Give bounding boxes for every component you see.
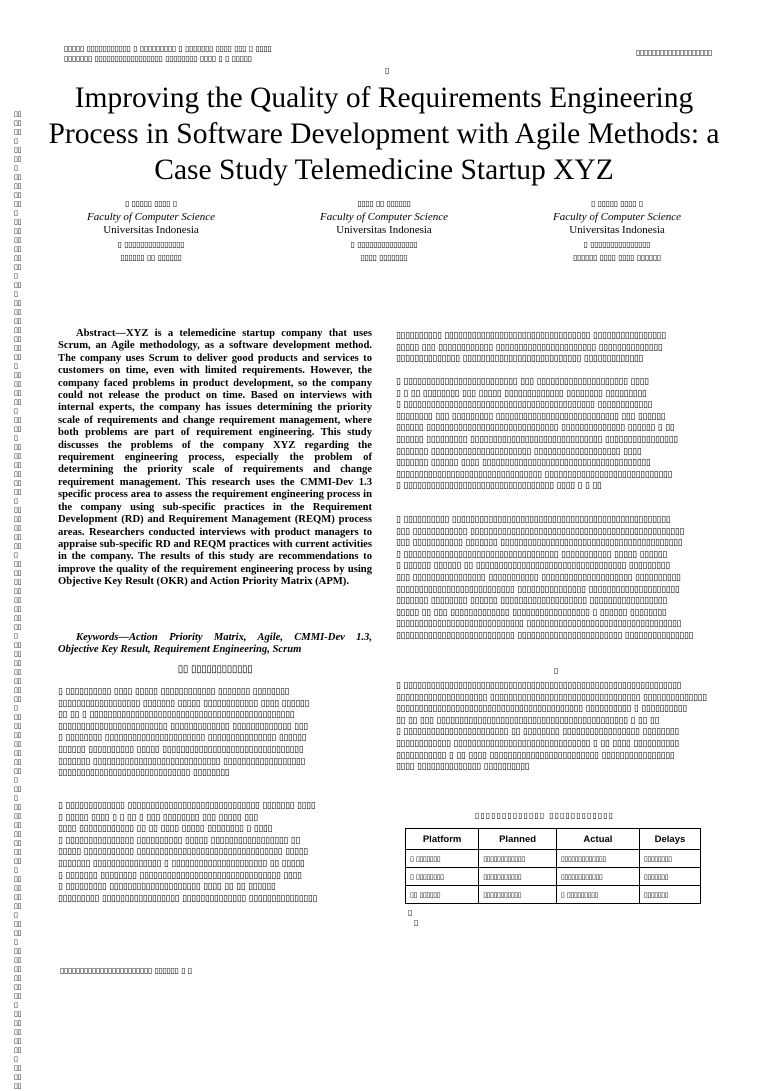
table-cell: ▯▯▯▯▯▯▯▯▯▯▯▯ — [556, 868, 639, 886]
author-name: ▯▯▯▯ ▯▯ ▯▯▯▯▯▯ — [357, 199, 411, 208]
text-line: ▯ ▯▯▯▯▯▯▯▯▯▯ ▯▯▯▯ ▯▯▯▯▯ ▯▯▯▯▯▯▯▯▯▯▯▯ ▯▯▯▯▯▯▯ ▯▯▯▯▯▯▯▯ — [58, 686, 290, 696]
table-cell: ▯▯▯▯▯▯▯▯▯▯▯▯ — [479, 850, 557, 868]
text-line: ▯▯▯▯▯▯▯▯▯▯▯▯▯▯▯▯▯▯▯▯▯▯▯▯ ▯▯▯▯▯▯▯▯▯▯▯▯▯ ▯▯▯▯▯▯▯▯▯▯▯▯▯ ▯▯▯ — [58, 720, 308, 731]
text-line: ▯▯▯▯ ▯▯▯▯▯▯▯▯▯▯▯▯▯▯ ▯▯▯▯▯▯▯▯▯▯ — [396, 761, 530, 772]
table-cell: ▯▯ ▯▯▯▯▯▯ — [406, 886, 479, 904]
body-paragraph — [396, 376, 718, 492]
author-faculty: Faculty of Computer Science — [320, 210, 448, 223]
text-line: ▯▯▯▯▯ ▯▯ ▯▯▯ ▯▯▯▯▯▯▯▯▯▯▯▯▯ ▯▯▯▯▯▯▯▯▯▯▯▯▯▯▯▯▯ ▯ ▯▯▯▯▯▯ ▯▯▯▯▯▯▯▯ — [396, 606, 667, 617]
table-cell: ▯▯▯▯▯▯▯ — [639, 868, 700, 886]
paragraph-mark: ▯ — [554, 666, 559, 675]
keywords — [58, 632, 372, 657]
text-line: ▯ ▯▯▯▯▯▯▯▯▯▯▯▯▯ ▯▯▯▯▯▯▯▯▯▯▯▯▯▯▯▯▯▯▯▯▯▯▯▯▯▯▯▯▯ ▯▯▯▯▯▯▯ ▯▯▯▯ — [58, 800, 316, 810]
text-line: ▯▯▯▯▯▯▯▯▯ ▯▯▯▯▯▯▯▯▯▯▯▯▯▯▯▯▯ ▯▯▯▯▯▯▯▯▯▯▯▯▯▯ ▯▯▯▯▯▯▯▯▯▯▯▯▯▯▯ — [58, 892, 317, 903]
text-line: ▯▯▯ ▯▯▯▯▯▯▯▯▯▯▯ ▯▯▯▯▯▯▯ ▯▯▯▯▯▯▯▯▯▯▯▯▯▯▯▯▯▯▯▯▯▯▯▯▯▯▯▯▯▯▯▯▯▯▯▯▯▯▯▯ — [396, 537, 683, 548]
delay-table — [405, 828, 701, 904]
table-header: Planned — [479, 829, 557, 850]
author-block — [46, 197, 256, 265]
side-margin-strip: ▯▯▯▯ ▯▯▯ ▯▯▯▯▯ ▯▯ ▯▯▯▯ ▯▯▯ ▯▯▯▯▯▯ ▯▯ ▯▯▯▯▯ ▯▯▯ ▯▯▯▯ ▯▯ ▯▯▯▯▯▯ ▯▯▯ ▯▯▯▯ ▯▯▯▯▯ ▯▯ ▯▯▯ ▯▯▯▯▯▯ ▯▯▯▯ ▯▯▯ ▯▯▯▯ ▯▯▯▯ ▯▯▯ ▯▯▯▯▯▯ ▯▯ ▯▯▯▯ ▯▯▯▯▯ ▯▯▯▯ ▯▯ ▯▯▯▯▯▯ ▯▯▯ ▯▯▯▯ ▯▯ ▯▯▯▯ ▯▯▯▯▯ ▯▯▯ ▯▯▯▯ ▯▯ ▯▯▯▯▯▯ ▯▯▯ ▯▯▯▯ ▯▯▯▯▯ ▯▯ ▯▯▯ ▯▯▯▯▯▯ ▯▯▯▯ ▯▯▯ ▯▯▯▯ ▯▯▯▯ ▯▯▯ ▯▯▯▯▯▯ — [14, 110, 21, 1090]
author-address: ▯ ▯▯▯▯▯▯▯▯▯▯▯▯▯▯▯ — [583, 239, 651, 249]
text-line: ▯ ▯▯▯▯▯▯▯▯▯▯▯▯▯▯▯▯▯▯▯▯▯▯▯▯▯▯▯▯▯▯▯▯▯ ▯▯▯▯ ▯ ▯ ▯▯ — [396, 480, 602, 491]
running-header-line: ▯▯▯▯▯▯▯ ▯▯▯▯▯▯▯▯▯▯▯▯▯▯▯▯▯ ▯▯▯▯▯▯▯▯ ▯▯▯▯ ▯ ▯ ▯▯▯▯▯ — [64, 54, 252, 63]
text-line: ▯▯▯▯▯▯▯▯▯▯▯▯▯▯▯▯▯▯▯▯▯▯▯▯▯▯▯▯▯▯▯▯▯▯▯▯▯▯▯▯▯ ▯▯▯▯▯▯▯▯▯▯ ▯ ▯▯▯▯▯▯▯▯▯▯ — [396, 703, 687, 714]
table-row — [406, 886, 701, 904]
text-line: ▯ ▯▯▯▯▯▯▯▯▯▯▯▯▯▯▯ ▯▯▯▯▯▯▯▯▯▯ ▯▯▯▯▯ ▯▯▯▯▯▯▯▯▯▯▯▯▯▯▯▯▯ ▯▯ — [58, 834, 300, 845]
table-row — [406, 868, 701, 886]
paper-title: Improving the Quality of Requirements Engineering Process in Software Development with Agile Methods: a Case Study Telemedicine Startup XYZ — [48, 82, 720, 186]
table-cell: ▯ ▯▯▯▯▯▯▯▯▯ — [556, 886, 639, 904]
abstract — [58, 328, 372, 589]
table-cell: ▯ ▯▯▯▯▯▯▯ — [406, 850, 479, 868]
page-footer: ▯▯▯▯▯▯▯▯▯▯▯▯▯▯▯▯▯▯▯▯▯▯▯ ▯▯▯▯▯▯ ▯ ▯ — [60, 966, 192, 975]
text-line: ▯▯▯▯▯▯▯▯▯▯▯▯▯▯ ▯▯▯▯▯▯▯▯▯▯▯▯▯▯▯▯▯▯▯▯▯▯▯▯▯▯ ▯▯▯▯▯▯▯▯▯▯▯▯▯ — [396, 353, 643, 364]
text-line: ▯▯▯▯▯▯▯▯▯▯▯▯▯▯▯▯▯▯▯▯▯▯▯▯▯▯ ▯▯▯▯▯▯▯▯▯▯▯▯▯▯▯ ▯▯▯▯▯▯▯▯▯▯▯▯▯▯▯▯▯▯▯▯ — [396, 583, 680, 594]
text-line: ▯ ▯ ▯▯ ▯▯▯▯▯▯▯▯ ▯▯▯ ▯▯▯▯▯ ▯▯▯▯▯▯▯▯▯▯▯▯▯ ▯▯▯▯▯▯▯▯ ▯▯▯▯▯▯▯▯▯ — [396, 387, 647, 398]
table-cell: ▯▯▯▯▯▯▯▯▯▯▯ — [479, 886, 557, 904]
body-paragraph — [58, 800, 380, 904]
text-line: ▯▯▯▯▯▯▯▯▯▯▯▯▯▯▯▯▯▯▯▯▯▯▯▯▯▯▯▯▯▯▯▯ ▯▯▯▯▯▯▯▯▯▯▯▯▯▯▯▯▯▯▯▯▯▯▯▯▯▯▯▯ — [396, 468, 673, 479]
author-university: Universitas Indonesia — [336, 224, 432, 236]
text-line: ▯▯▯▯▯▯▯▯▯▯▯ ▯ ▯▯ ▯▯▯▯ ▯▯▯▯▯▯▯▯▯▯▯▯▯▯▯▯▯▯▯▯▯▯▯▯ ▯▯▯▯▯▯▯▯▯▯▯▯▯▯▯▯ — [396, 749, 675, 760]
author-name: ▯ ▯▯▯▯▯ ▯▯▯▯ ▯ — [125, 199, 177, 208]
author-address: ▯ ▯▯▯▯▯▯▯▯▯▯▯▯▯▯▯ — [117, 239, 185, 249]
body-paragraph — [58, 686, 380, 779]
text-line: ▯▯▯▯▯▯▯▯▯▯▯▯▯▯▯▯▯▯ ▯▯▯▯▯▯▯ ▯▯▯▯▯ ▯▯▯▯▯▯▯▯▯▯▯▯ ▯▯▯▯ ▯▯▯▯▯▯ — [58, 697, 309, 708]
text-line: ▯▯▯▯▯▯▯▯▯▯▯▯▯▯▯▯▯▯▯▯▯▯▯▯▯▯ ▯▯▯▯▯▯▯▯▯▯▯▯▯▯▯▯▯▯▯▯▯▯▯ ▯▯▯▯▯▯▯▯▯▯▯▯▯▯▯ — [396, 629, 694, 640]
text-line: ▯▯▯▯▯▯▯ ▯▯▯▯▯▯▯▯ ▯▯▯▯▯▯ ▯▯▯▯▯▯▯▯▯▯▯▯▯▯▯▯▯▯▯ ▯▯▯▯▯▯▯▯▯▯▯▯▯▯▯▯▯ — [396, 595, 667, 606]
table-cell: ▯▯▯▯▯▯▯▯▯▯▯▯▯ — [556, 850, 639, 868]
author-faculty: Faculty of Computer Science — [553, 210, 681, 223]
table-cell: ▯▯▯▯▯▯▯▯ — [639, 850, 700, 868]
body-paragraph — [396, 680, 718, 773]
text-line: ▯ ▯▯▯▯▯▯▯▯▯▯▯▯▯▯▯▯▯▯▯▯▯▯▯ ▯▯ ▯▯▯▯▯▯▯▯ ▯▯▯▯▯▯▯▯▯▯▯▯▯▯▯▯▯ ▯▯▯▯▯▯▯▯ — [396, 726, 679, 737]
text-line: ▯▯▯▯▯▯▯▯▯▯▯▯ ▯▯▯▯▯▯▯▯▯▯▯▯▯▯▯▯▯▯▯▯▯▯▯▯▯▯▯▯▯▯ ▯ ▯▯ ▯▯▯▯ ▯▯▯▯▯▯▯▯▯▯ — [396, 737, 679, 748]
table-row — [406, 850, 701, 868]
section-heading: ▯▯ ▯▯▯▯▯▯▯▯▯▯▯▯ — [177, 664, 253, 675]
running-header-right: ▯▯▯▯▯▯▯▯▯▯▯▯▯▯▯▯▯▯▯ — [635, 48, 712, 57]
table-header-row — [406, 829, 701, 850]
author-faculty: Faculty of Computer Science — [87, 210, 215, 223]
text-line: ▯ ▯▯▯▯▯▯▯▯▯▯ ▯▯▯▯▯▯▯▯▯▯▯▯▯▯▯▯▯▯▯▯▯▯▯▯▯▯▯▯▯▯▯▯▯▯▯▯▯▯▯▯▯▯▯▯▯▯▯▯ — [396, 514, 671, 524]
text-line: ▯ ▯▯▯▯▯ ▯▯▯▯ ▯ ▯ ▯▯ ▯ ▯▯▯ ▯▯▯▯▯▯▯▯ ▯▯▯ ▯▯▯▯▯ ▯▯▯ — [58, 811, 258, 822]
table-cell: ▯ ▯▯▯▯▯▯▯▯ — [406, 868, 479, 886]
text-line: ▯▯▯▯▯▯ ▯▯▯▯▯▯▯▯▯▯ ▯▯▯▯▯ ▯▯▯▯▯▯▯▯▯▯▯▯▯▯▯▯▯▯▯▯▯▯▯▯▯▯▯▯▯▯▯ — [58, 743, 304, 754]
table-header: Actual — [556, 829, 639, 850]
text-line: ▯ ▯▯▯▯▯▯▯▯▯▯▯▯▯▯▯▯▯▯▯▯▯▯▯▯▯▯▯▯▯▯▯▯▯▯ ▯▯▯▯▯▯▯▯▯▯▯ ▯▯▯▯▯ ▯▯▯▯▯▯ — [396, 548, 667, 559]
text-line: ▯▯▯▯▯▯▯▯▯▯▯▯▯▯▯▯▯▯▯▯▯▯▯▯▯▯▯▯ ▯▯▯▯▯▯▯▯▯▯▯▯▯▯▯▯▯▯▯▯▯▯▯▯▯▯▯▯▯▯▯▯▯▯ — [396, 618, 682, 629]
keywords-lead: Keywords— — [76, 632, 129, 643]
text-line: ▯▯▯▯▯▯▯ ▯▯▯▯▯▯▯▯▯▯▯▯▯▯▯ ▯ ▯▯▯▯▯▯▯▯▯▯▯▯▯▯▯▯▯▯▯▯▯ ▯▯ ▯▯▯▯▯ — [58, 857, 305, 868]
running-header-mark: ▯ — [385, 66, 390, 75]
author-university: Universitas Indonesia — [103, 224, 199, 236]
text-line: ▯▯▯▯▯▯▯▯▯▯▯▯▯▯▯▯▯▯▯▯ ▯▯▯▯▯▯▯▯▯▯▯▯▯▯▯▯▯▯▯▯▯▯▯▯▯▯▯▯▯▯▯▯▯ ▯▯▯▯▯▯▯▯▯▯▯▯▯▯ — [396, 691, 707, 702]
keywords-text: Action Priority Matrix, Agile, CMMI-Dev 1.3, Objective Key Result, Requirement Engineering, Scrum — [58, 632, 372, 656]
text-line: ▯▯▯▯▯▯▯▯▯▯▯▯▯▯▯▯▯▯▯▯▯▯▯▯▯▯▯▯▯ ▯▯▯▯▯▯▯▯ — [58, 767, 230, 778]
text-line: ▯▯▯▯▯▯▯ ▯▯▯▯▯▯ ▯▯▯▯ ▯▯▯▯▯▯▯▯▯▯▯▯▯▯▯▯▯▯▯▯▯▯▯▯▯▯▯▯▯▯▯▯▯▯▯▯▯ — [396, 457, 651, 468]
text-line: ▯▯ ▯▯ ▯▯▯ ▯▯▯▯▯▯▯▯▯▯▯▯▯▯▯▯▯▯▯▯▯▯▯▯▯▯▯▯▯▯▯▯▯▯▯▯▯▯▯▯▯▯ ▯ ▯▯ ▯▯ — [396, 714, 659, 725]
text-line: ▯▯▯▯▯ ▯▯▯▯▯▯▯▯▯▯▯ ▯▯▯▯▯▯▯▯▯▯▯▯▯▯▯▯▯▯▯▯▯▯▯▯▯▯▯▯▯▯▯▯ ▯▯▯▯▯ — [58, 846, 308, 857]
text-line: ▯▯▯ ▯▯▯▯▯▯▯▯▯▯▯▯ ▯▯▯▯▯▯▯▯▯▯▯▯▯▯▯▯▯▯▯▯▯▯▯▯▯▯▯▯▯▯▯▯▯▯▯▯▯▯▯▯▯▯▯▯▯▯▯ — [396, 525, 684, 536]
abstract-lead: Abstract— — [76, 328, 127, 339]
text-line: ▯▯▯▯▯▯▯▯ ▯▯▯ ▯▯▯▯▯▯▯▯▯ ▯▯▯▯▯▯▯▯▯▯▯▯▯▯▯▯▯▯▯▯▯▯▯▯▯▯▯ ▯▯▯ ▯▯▯▯▯▯ — [396, 410, 666, 421]
text-line: ▯ ▯▯▯▯▯▯▯▯▯▯▯▯▯▯▯▯▯▯▯▯▯▯▯▯▯▯▯▯▯▯▯▯▯▯▯▯▯▯▯▯▯▯ ▯▯▯▯▯▯▯▯▯▯▯▯ — [396, 399, 653, 410]
text-line: ▯▯▯▯ ▯▯▯▯▯▯▯▯▯▯▯▯ ▯▯ ▯▯ ▯▯▯▯ ▯▯▯▯▯ ▯▯▯▯▯▯▯▯ ▯ ▯▯▯▯ — [58, 823, 273, 834]
text-line: ▯ ▯▯▯▯▯▯▯▯▯▯▯▯▯▯▯▯▯▯▯▯▯▯▯▯▯ ▯▯▯ ▯▯▯▯▯▯▯▯▯▯▯▯▯▯▯▯▯▯▯▯ ▯▯▯▯ — [396, 376, 649, 386]
table-header: Platform — [406, 829, 479, 850]
text-line: ▯▯▯▯▯▯▯ ▯▯▯▯▯▯▯▯▯▯▯▯▯▯▯▯▯▯▯▯▯▯ ▯▯▯▯▯▯▯▯▯▯▯▯▯▯▯▯▯▯▯ ▯▯▯▯ — [396, 445, 642, 456]
author-name: ▯ ▯▯▯▯▯ ▯▯▯▯ ▯ — [591, 199, 643, 208]
table-caption: ▯▯▯▯▯▯▯▯▯▯▯▯▯ ▯▯▯▯▯▯▯▯▯▯▯▯ — [475, 811, 615, 820]
author-email: ▯▯▯▯▯▯ ▯▯▯▯ ▯▯▯▯ ▯▯▯▯▯▯ — [573, 253, 661, 262]
text-line: ▯▯▯ ▯▯▯▯▯▯▯▯▯▯▯▯▯▯▯▯ ▯▯▯▯▯▯▯▯▯▯▯ ▯▯▯▯▯▯▯▯▯▯▯▯▯▯▯▯▯▯▯▯ ▯▯▯▯▯▯▯▯▯▯ — [396, 571, 681, 582]
body-paragraph — [396, 330, 718, 365]
running-header-left — [64, 44, 316, 64]
text-line: ▯▯▯▯▯ ▯▯▯ ▯▯▯▯▯▯▯▯▯▯▯▯ ▯▯▯▯▯▯▯▯▯▯▯▯▯▯▯▯▯▯▯▯▯▯ ▯▯▯▯▯▯▯▯▯▯▯▯▯▯ — [396, 341, 663, 352]
table-header: Delays — [639, 829, 700, 850]
paragraph-mark: ▯ — [408, 908, 413, 917]
table-cell: ▯▯▯▯▯▯▯▯▯▯▯ — [479, 868, 557, 886]
text-line: ▯▯▯▯▯▯ ▯▯▯▯▯▯▯▯▯▯▯▯▯▯▯▯▯▯▯▯▯▯▯▯▯▯▯▯▯ ▯▯▯▯▯▯▯▯▯▯▯▯▯▯ ▯▯▯▯▯▯ ▯ ▯▯ — [396, 422, 675, 433]
paragraph-mark: ▯ — [414, 918, 419, 927]
text-line: ▯▯ ▯▯ ▯ ▯▯▯▯▯▯▯▯▯▯▯▯▯▯▯▯▯▯▯▯▯▯▯▯▯▯▯▯▯▯▯▯▯▯▯▯▯▯▯▯▯▯▯▯▯ — [58, 709, 295, 720]
author-email: ▯▯▯▯▯▯ ▯▯ ▯▯▯▯▯▯ — [120, 253, 182, 262]
text-line: ▯▯▯▯▯▯ ▯▯▯▯▯▯▯▯▯ ▯▯▯▯▯▯▯▯▯▯▯▯▯▯▯▯▯▯▯▯▯▯▯▯▯▯▯▯▯ ▯▯▯▯▯▯▯▯▯▯▯▯▯▯▯▯ — [396, 433, 678, 444]
author-block — [279, 197, 489, 265]
abstract-text: XYZ is a telemedicine startup company that uses Scrum, an Agile methodology, as a software development method. The company uses Scrum to deliver good products and services to customers on time, even with limited requirements. However, the company faced problems in product development, so the company could not release the product on time. Based on interviews with internal experts, the company has issues determining the priority scale of requirements and change requirement management, where both problems are part of requirement engineering. This study discusses the problems of the company XYZ regarding the requirement engineering process, especially the problem of determining the priority scale of requirements and change requirement management. This research uses the CMMI-Dev 1.3 specific process area to assess the requirement engineering process in the company using sub-specific practices in the Requirement Development (RD) and Requirement Management (REQM) process areas. Researchers conducted interviews with product managers to appraise sub-specific RD and REQM practices with current activities in the company. The results of this study are recommendations to improve the quality of the requirement engineering process by using Objective Key Result (OKR) and Action Priority Matrix (APM). — [58, 328, 372, 588]
text-line: ▯▯▯▯▯▯▯▯▯▯ ▯▯▯▯▯▯▯▯▯▯▯▯▯▯▯▯▯▯▯▯▯▯▯▯▯▯▯▯▯▯▯▯ ▯▯▯▯▯▯▯▯▯▯▯▯▯▯▯▯ — [396, 330, 666, 340]
text-line: ▯ ▯▯▯▯▯▯▯▯▯ ▯▯▯▯▯▯▯▯▯▯▯▯▯▯▯▯▯▯▯▯ ▯▯▯▯ ▯▯ ▯▯ ▯▯▯▯▯▯ — [58, 881, 276, 892]
body-paragraph — [396, 514, 718, 642]
running-header-line: ▯▯▯▯▯ ▯▯▯▯▯▯▯▯▯▯▯ ▯ ▯▯▯▯▯▯▯▯▯ ▯ ▯▯▯▯▯▯▯ ▯▯▯▯ ▯▯▯ ▯ ▯▯▯▯ — [64, 44, 272, 53]
text-line: ▯ ▯▯▯▯▯▯▯▯▯▯▯▯▯▯▯▯▯▯▯▯▯▯▯▯▯▯▯▯▯▯▯▯▯▯▯▯▯▯▯▯▯▯▯▯▯▯▯▯▯▯▯▯▯▯▯▯▯▯▯▯▯ — [396, 680, 682, 690]
table-cell: ▯▯▯▯▯▯▯ — [639, 886, 700, 904]
author-block — [512, 197, 722, 265]
text-line: ▯ ▯▯▯▯▯▯▯ ▯▯▯▯▯▯▯▯ ▯▯▯▯▯▯▯▯▯▯▯▯▯▯▯▯▯▯▯▯▯▯▯▯▯▯▯▯▯▯▯ ▯▯▯▯ — [58, 869, 302, 880]
text-line: ▯▯▯▯▯▯▯ ▯▯▯▯▯▯▯▯▯▯▯▯▯▯▯▯▯▯▯▯▯▯▯▯▯▯▯▯ ▯▯▯▯▯▯▯▯▯▯▯▯▯▯▯▯▯▯ — [58, 755, 305, 766]
author-email: ▯▯▯▯ ▯▯▯▯▯▯▯ — [360, 253, 408, 262]
text-line: ▯ ▯▯▯▯▯▯▯▯ ▯▯▯▯▯▯▯▯▯▯▯▯▯▯▯▯▯▯▯▯▯▯ ▯▯▯▯▯▯▯▯▯▯▯▯▯▯▯ ▯▯▯▯▯▯ — [58, 732, 307, 743]
text-line: ▯ ▯▯▯▯▯▯ ▯▯▯▯▯▯ ▯▯ ▯▯▯▯▯▯▯▯▯▯▯▯▯▯▯▯▯▯▯▯▯▯▯▯▯▯▯▯▯▯▯▯▯ ▯▯▯▯▯▯▯▯▯ — [396, 560, 670, 571]
author-university: Universitas Indonesia — [569, 224, 665, 236]
author-address: ▯ ▯▯▯▯▯▯▯▯▯▯▯▯▯▯▯ — [350, 239, 418, 249]
